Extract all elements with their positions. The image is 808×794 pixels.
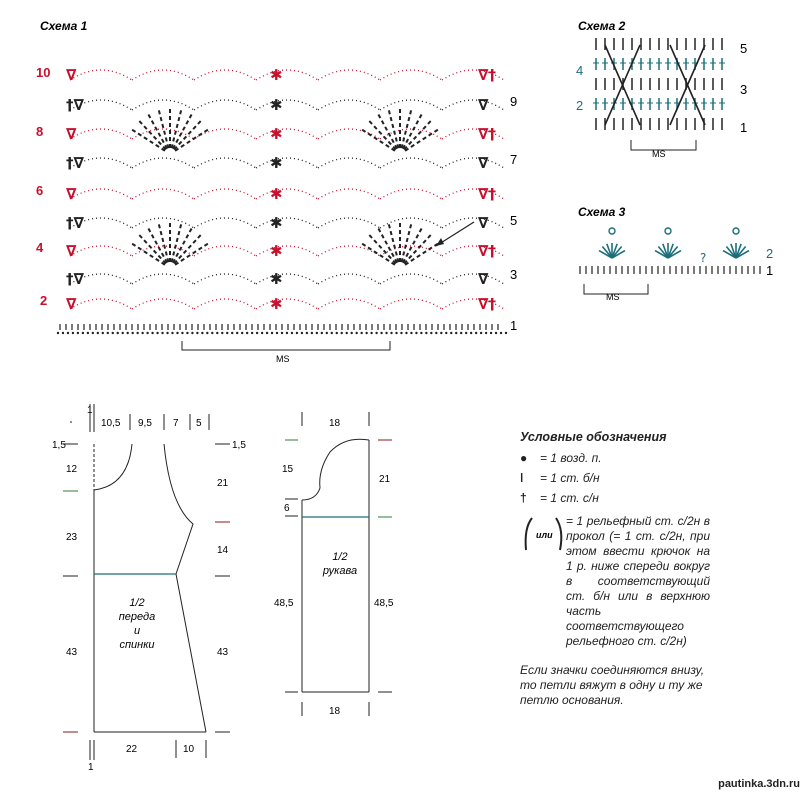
scheme1-title: Схема 1 <box>40 19 88 33</box>
svg-text:✱: ✱ <box>270 242 283 260</box>
svg-text:?: ? <box>700 251 707 265</box>
s3-row-number-1: 1 <box>766 263 774 278</box>
s3-row-number-2: 2 <box>766 246 774 261</box>
s2-row-number-1: 1 <box>740 120 748 135</box>
svg-text:∇: ∇ <box>66 66 77 84</box>
body-top-dim-5: 5 <box>196 418 202 429</box>
svg-text:∇: ∇ <box>66 242 77 260</box>
legend-title: Условные обозначения <box>520 430 667 444</box>
body-left-dim-1-5: 1,5 <box>52 440 66 451</box>
svg-text:✱: ✱ <box>270 154 283 172</box>
legend-item-sc-text: = 1 ст. б/н <box>540 471 600 485</box>
svg-text:∇†: ∇† <box>478 185 496 203</box>
svg-text:∇: ∇ <box>478 270 489 288</box>
svg-text:✱: ✱ <box>270 96 283 114</box>
body-top-dim-10-5: 10,5 <box>101 418 121 429</box>
scheme2-title: Схема 2 <box>578 19 626 33</box>
body-bottom-mark-1: 1 <box>88 762 94 773</box>
sleeve-label-line1: 1/2 <box>332 551 348 563</box>
scheme3-title: Схема 3 <box>578 205 626 219</box>
scheme2-chart <box>593 38 725 130</box>
svg-text:∇†: ∇† <box>478 242 496 260</box>
body-right-dim-1-5: 1,5 <box>232 440 246 451</box>
s3-ms-label: MS <box>606 292 620 302</box>
relief-or-text: или <box>536 530 553 540</box>
svg-text:∇†: ∇† <box>478 66 496 84</box>
svg-text:✱: ✱ <box>270 185 283 203</box>
svg-text:†∇: †∇ <box>66 154 84 172</box>
sleeve-left-dim-6: 6 <box>284 503 290 514</box>
ms-label: MS <box>276 354 290 364</box>
ms-bracket <box>182 341 390 350</box>
s2-row-number-2: 2 <box>576 98 584 113</box>
body-right-dim-21: 21 <box>217 478 229 489</box>
sleeve-right-dim-48-5: 48,5 <box>374 598 394 609</box>
svg-text:∇: ∇ <box>478 154 489 172</box>
body-left-dim-12: 12 <box>66 464 78 475</box>
svg-text:∇: ∇ <box>66 185 77 203</box>
svg-text:✱: ✱ <box>270 214 283 232</box>
legend-item-chain-text: = 1 возд. п. <box>540 451 602 465</box>
watermark: pautinka.3dn.ru <box>718 778 800 790</box>
s2-row-number-4: 4 <box>576 63 584 78</box>
s2-row-number-5: 5 <box>740 41 748 56</box>
relief-stitch-icon <box>520 514 566 557</box>
svg-text:∇†: ∇† <box>478 125 496 143</box>
legend-note: Если значки соединяются внизу, то петли вяжут в одну и ту же петлю основания. <box>520 663 705 707</box>
body-top-dim-1: 1 <box>87 405 93 416</box>
body-left-dim-23: 23 <box>66 532 78 543</box>
dagger-icon: † <box>520 491 527 505</box>
body-left-dim-43: 43 <box>66 647 78 658</box>
sleeve-right-dim-21: 21 <box>379 474 391 485</box>
s2-row-number-3: 3 <box>740 82 748 97</box>
legend-item-chain <box>520 451 710 466</box>
body-label-line2: переда <box>118 611 156 623</box>
sleeve-top-dim-18: 18 <box>329 418 341 429</box>
body-bottom-dim-10: 10 <box>183 744 195 755</box>
bar-icon: ǀ <box>520 471 524 485</box>
legend-item-relief-text: = 1 рельефный ст. с/2н в прокол (= 1 ст. с/2н, при этом ввести крючок на 1 р. ниже спереди вокруг в соответствующий ст. б/н или в верхнюю часть соответствующего рельефного ст. с/2н) <box>566 514 710 648</box>
row-number-4: 4 <box>36 240 44 255</box>
sleeve-pattern <box>274 412 394 717</box>
row-number-3: 3 <box>510 267 518 282</box>
svg-text:∇†: ∇† <box>478 295 496 313</box>
svg-text:✱: ✱ <box>270 295 283 313</box>
row-number-6: 6 <box>36 183 44 198</box>
body-label-line4: спинки <box>119 639 155 651</box>
legend <box>520 430 710 708</box>
svg-text:∇: ∇ <box>66 125 77 143</box>
body-pattern <box>52 404 246 773</box>
svg-text:∇: ∇ <box>478 96 489 114</box>
sleeve-left-dim-48-5: 48,5 <box>274 598 294 609</box>
svg-text:✱: ✱ <box>270 125 283 143</box>
legend-item-relief <box>520 514 710 649</box>
sleeve-bottom-dim-18: 18 <box>329 706 341 717</box>
svg-text:†∇: †∇ <box>66 270 84 288</box>
svg-text:†∇: †∇ <box>66 214 84 232</box>
legend-item-dc-text: = 1 ст. с/н <box>540 491 599 505</box>
row-number-7: 7 <box>510 152 518 167</box>
row-number-8: 8 <box>36 124 44 139</box>
body-label-line3: и <box>133 625 141 637</box>
row-number-5: 5 <box>510 213 518 228</box>
dot-icon: ● <box>520 451 528 465</box>
legend-item-dc <box>520 491 710 506</box>
body-right-dim-14: 14 <box>217 545 229 556</box>
sleeve-left-dim-15: 15 <box>282 464 294 475</box>
body-bottom-dim-22: 22 <box>126 744 138 755</box>
legend-item-sc <box>520 471 710 486</box>
body-label-line1: 1/2 <box>129 597 145 609</box>
svg-text:∇: ∇ <box>66 295 77 313</box>
body-top-dim-7: 7 <box>173 418 179 429</box>
row-number-9: 9 <box>510 94 518 109</box>
scheme1-chart <box>57 66 507 334</box>
row-number-1: 1 <box>510 318 518 333</box>
body-top-dim-9-5: 9,5 <box>138 418 152 429</box>
svg-text:✱: ✱ <box>270 66 283 84</box>
row-number-2: 2 <box>40 293 48 308</box>
body-right-dim-43: 43 <box>217 647 229 658</box>
row-number-10: 10 <box>36 65 51 80</box>
s2-ms-label: MS <box>652 149 666 159</box>
svg-text:✱: ✱ <box>270 270 283 288</box>
svg-text:†∇: †∇ <box>66 96 84 114</box>
scheme3-chart <box>580 228 760 274</box>
sleeve-label-line2: рукава <box>322 565 358 577</box>
svg-text:∇: ∇ <box>478 214 489 232</box>
